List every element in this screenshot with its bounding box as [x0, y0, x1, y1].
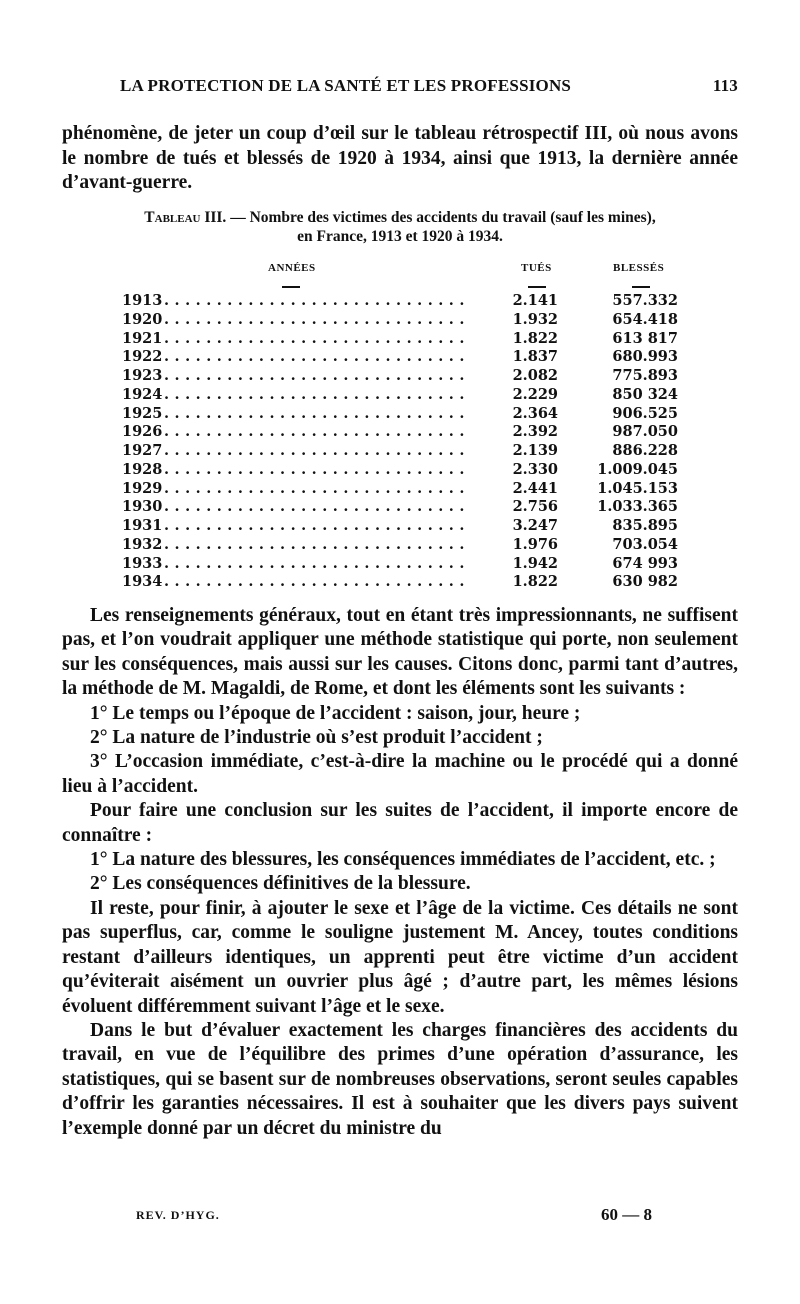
- leader-dots: .............................: [164, 517, 470, 534]
- table-caption: [62, 208, 738, 246]
- year-cell: 1924: [122, 385, 163, 403]
- killed-cell: 1.942: [512, 554, 558, 572]
- header-rule-years: [282, 286, 300, 288]
- leader-dots: .............................: [164, 367, 470, 384]
- injured-cell: 850 324: [612, 385, 678, 403]
- killed-cell: 1.822: [512, 329, 558, 347]
- year-cell: 1913: [122, 292, 163, 309]
- injured-cell: 987.050: [612, 423, 678, 441]
- signature-mark: 60 — 8: [601, 1205, 652, 1224]
- leader-dots: .............................: [164, 329, 470, 347]
- page-number: 113: [712, 76, 738, 95]
- paragraph-item-4: 1° La nature des blessures, les conséquences immédiates de l’accident, etc. ;: [90, 849, 716, 871]
- table-row: [0, 480, 800, 499]
- caption-line-2: en France, 1913 et 1920 à 1934.: [297, 228, 503, 245]
- leader-dots: .............................: [164, 385, 470, 403]
- year-cell: 1922: [122, 348, 163, 366]
- injured-cell: 1.009.045: [597, 460, 678, 478]
- leader-dots: .............................: [164, 535, 470, 553]
- leader-dots: .............................: [164, 479, 470, 497]
- table-row: [0, 292, 800, 311]
- injured-cell: 1.045.153: [597, 479, 678, 497]
- header-years: ANNÉES: [268, 262, 316, 274]
- killed-cell: 1.837: [512, 348, 558, 366]
- killed-cell: 2.082: [512, 367, 558, 384]
- paragraph-item-3: 3° L’occasion immédiate, c’est-à-dire la machine ou le procédé qui a donné lieu à l’accident.: [62, 751, 738, 797]
- table-row: [0, 555, 800, 574]
- leader-dots: .............................: [164, 460, 470, 478]
- killed-cell: 2.756: [512, 498, 558, 516]
- killed-cell: 2.330: [512, 460, 558, 478]
- header-injured: BLESSÉS: [613, 262, 665, 274]
- injured-cell: 886.228: [612, 442, 678, 459]
- caption-line-1: [62, 208, 738, 227]
- table-row: [0, 311, 800, 330]
- header-rule-killed: [528, 286, 546, 288]
- year-cell: 1923: [122, 367, 163, 384]
- paragraph-item-2: 2° La nature de l’industrie où s’est produit l’accident ;: [90, 727, 543, 749]
- injured-cell: 1.033.365: [597, 498, 678, 516]
- year-cell: 1927: [122, 442, 163, 459]
- table-row: [0, 423, 800, 442]
- year-cell: 1928: [122, 460, 163, 478]
- caption-text-1: — Nombre des victimes des accidents du travail (sauf les mines),: [226, 209, 656, 226]
- killed-cell: 2.364: [512, 404, 558, 422]
- table-row: [0, 330, 800, 349]
- killed-cell: 2.141: [512, 292, 558, 309]
- year-cell: 1926: [122, 423, 163, 441]
- paragraph-sex-age: Il reste, pour finir, à ajouter le sexe et l’âge de la victime. Ces détails ne sont pas superflus, car, comme le souligne justement M. Ancey, toutes conditions restant d’ailleurs identiques, un apprenti peut être victime d’un accident qu’éviterait aisément un ouvrier plus âgé ; d’autre part, les mêmes lésions évoluent différemment suivant l’âge et le sexe.: [62, 897, 738, 1017]
- killed-cell: 1.976: [512, 535, 558, 553]
- journal-abbrev: REV. D’HYG.: [136, 1208, 220, 1222]
- table-row: [0, 442, 800, 461]
- killed-cell: 2.392: [512, 423, 558, 441]
- table-row: [0, 517, 800, 536]
- killed-cell: 1.932: [512, 310, 558, 328]
- injured-cell: 703.054: [612, 535, 678, 553]
- paragraph-item-1: 1° Le temps ou l’époque de l’accident : saison, jour, heure ;: [90, 702, 581, 724]
- injured-cell: 835.895: [612, 517, 678, 534]
- year-cell: 1920: [122, 310, 163, 328]
- table-row: [0, 573, 800, 592]
- injured-cell: 630 982: [612, 573, 678, 591]
- year-cell: 1930: [122, 498, 163, 516]
- leader-dots: .............................: [164, 442, 470, 459]
- injured-cell: 775.893: [612, 367, 678, 384]
- leader-dots: .............................: [164, 554, 470, 572]
- table-row: [0, 461, 800, 480]
- paragraph-conclusion: Pour faire une conclusion sur les suites de l’accident, il importe encore de connaître :: [62, 800, 738, 846]
- killed-cell: 1.822: [512, 573, 558, 591]
- leader-dots: .............................: [164, 423, 470, 441]
- leader-dots: .............................: [164, 292, 470, 309]
- table-row: [0, 386, 800, 405]
- paragraph-item-5: 2° Les conséquences définitives de la blessure.: [90, 873, 471, 895]
- table-label: Tableau III.: [144, 209, 227, 226]
- killed-cell: 2.441: [512, 479, 558, 497]
- leader-dots: .............................: [164, 310, 470, 328]
- table-row: [0, 367, 800, 386]
- table-row: [0, 405, 800, 424]
- killed-cell: 2.229: [512, 385, 558, 403]
- intro-paragraph: phénomène, de jeter un coup d’œil sur le tableau rétrospectif III, où nous avons le nombre de tués et blessés de 1920 à 1934, ainsi que 1913, la dernière année d’avant-guerre.: [62, 123, 738, 193]
- injured-cell: 906.525: [612, 404, 678, 422]
- year-cell: 1933: [122, 554, 163, 572]
- killed-cell: 2.139: [512, 442, 558, 459]
- injured-cell: 613 817: [612, 329, 678, 347]
- year-cell: 1921: [122, 329, 163, 347]
- injured-cell: 680.993: [612, 348, 678, 366]
- leader-dots: .............................: [164, 498, 470, 516]
- table-row: [0, 498, 800, 517]
- body-text: [62, 604, 738, 1141]
- year-cell: 1929: [122, 479, 163, 497]
- leader-dots: .............................: [164, 573, 470, 591]
- year-cell: 1932: [122, 535, 163, 553]
- paragraph-method: Les renseignements généraux, tout en étant très impressionnants, ne suffisent pas, et l’on voudrait appliquer une méthode statistique qui porte, non seulement sur les conséquences, mais aussi sur les causes. Citons donc, parmi tant d’autres, la méthode de M. Magaldi, de Rome, et dont les éléments sont les suivants :: [62, 605, 738, 700]
- year-cell: 1925: [122, 404, 163, 422]
- year-cell: 1931: [122, 517, 163, 534]
- header-killed: TUÉS: [521, 262, 552, 274]
- leader-dots: .............................: [164, 348, 470, 366]
- injured-cell: 557.332: [612, 292, 678, 309]
- year-cell: 1934: [122, 573, 163, 591]
- table-row: [0, 536, 800, 555]
- leader-dots: .............................: [164, 404, 470, 422]
- injured-cell: 674 993: [612, 554, 678, 572]
- injured-cell: 654.418: [612, 310, 678, 328]
- killed-cell: 3.247: [512, 517, 558, 534]
- running-title: LA PROTECTION DE LA SANTÉ ET LES PROFESSIONS: [120, 76, 572, 95]
- header-rule-injured: [632, 286, 650, 288]
- paragraph-insurance: Dans le but d’évaluer exactement les charges financières des accidents du travail, en vue de l’équilibre des primes d’une opération d’assurance, les statistiques, qui se basent sur de nombreuses observations, seront seules capables d’offrir les garanties nécessaires. Il est à souhaiter que les divers pays suivent l’exemple donné par un décret du ministre du: [62, 1019, 738, 1139]
- table-row: [0, 348, 800, 367]
